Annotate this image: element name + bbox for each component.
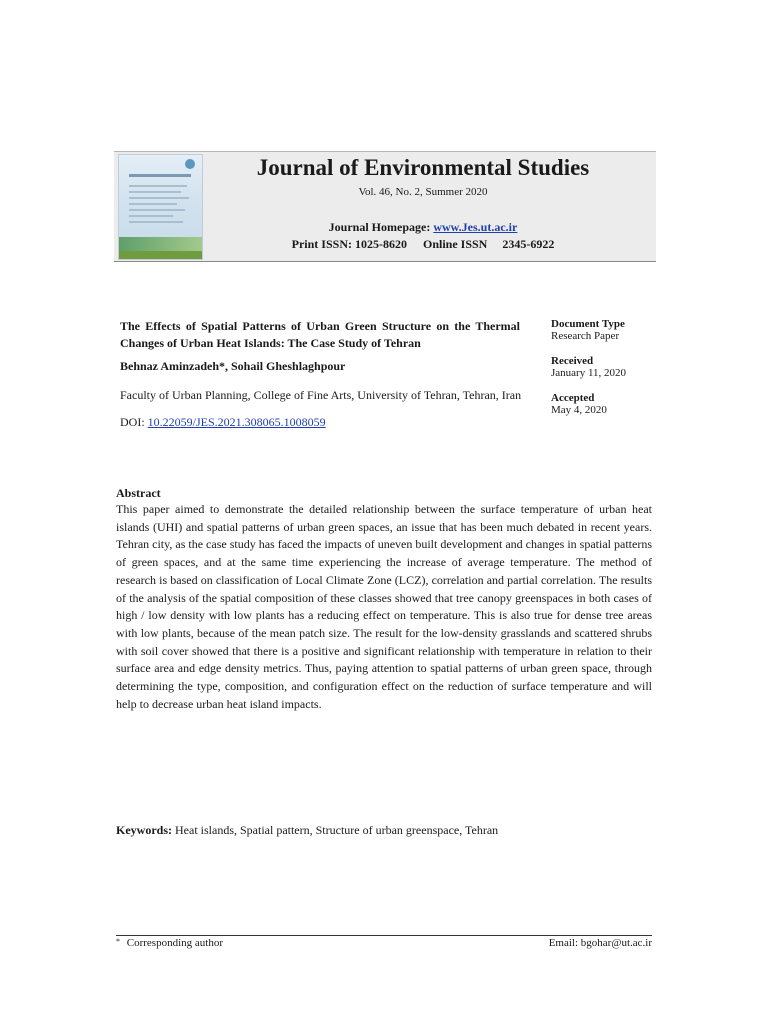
paper-title: The Effects of Spatial Patterns of Urban Green Structure on the Thermal Changes of Urban Heat Islands: The Case Study of Tehran [120,319,520,350]
paper-doi [120,415,326,430]
keywords [116,823,498,838]
homepage-link[interactable]: www.Jes.ut.ac.ir [433,220,518,234]
footnote-text: Corresponding author [126,937,223,949]
cover-text-line [129,215,173,217]
meta-accepted [551,392,661,416]
received-value: January 11, 2020 [551,367,627,379]
cover-text-line [129,203,177,205]
cover-text-line [129,185,187,187]
paper-authors: Behnaz Aminzadeh*, Sohail Gheshlaghpour [120,359,346,373]
abstract-heading: Abstract [116,486,161,500]
doi-link[interactable]: 10.22059/JES.2021.308065.1008059 [147,415,326,429]
paper-affiliation: Faculty of Urban Planning, College of Fine Arts, University of Tehran, Tehran, Iran [120,388,522,402]
cover-image-band [119,237,202,251]
abstract-body: This paper aimed to demonstrate the detailed relationship between the surface temperature of urban heat islands (UHI) and spatial patterns of urban green spaces, an issue that has been much debated in recent years. Tehran city, as the case study has faced the impacts of uneven built development and changes in spatial patterns of green spaces, and at the same time experiencing the increase of average temperature. The method of research is based on classification of Local Climate Zone (LCZ), correlation and partial correlation. The results of the analysis of the spatial composition of these classes showed that tree canopy greenspaces in both cases of high / low density with low plants has a reducing effect on temperature. This is also true for dense tree areas with low plants, because of the mean patch size. The result for the low-density grasslands and scattered shrubs with soil cover showed that there is a positive and significant relationship with temperature in relation to their surface area and edge density metrics. Thus, paying attention to spatial patterns of urban green space, through determining the type, composition, and configuration effect on the reduction of surface temperature and will help to decrease urban heat island impacts. [116,502,652,711]
cover-base-strip [119,251,202,259]
journal-volume: Vol. 46, No. 2, Summer 2020 [358,186,488,198]
meta-document-type [551,318,661,342]
cover-text-line [129,221,183,223]
document-type-value: Research Paper [551,330,620,342]
journal-homepage [204,220,642,235]
print-issn: Print ISSN: 1025-8620 [291,237,407,251]
keywords-value: Heat islands, Spatial pattern, Structure of urban greenspace, Tehran [175,823,499,837]
article-meta [551,318,661,429]
cover-title-bar [129,174,191,177]
footnote-divider [116,935,652,936]
accepted-value: May 4, 2020 [551,404,607,416]
keywords-label: Keywords: [116,823,172,837]
cover-text-line [129,191,181,193]
journal-title: Journal of Environmental Studies [256,155,590,180]
cover-logo-icon [185,159,195,169]
footnote [116,937,223,949]
corresponding-email: Email: bgohar@ut.ac.ir [548,937,652,949]
cover-text-line [129,197,189,199]
footnote-mark: * [116,937,120,946]
received-label: Received [551,355,594,367]
cover-text-line [129,209,185,211]
document-type-label: Document Type [551,318,625,330]
doi-label: DOI: [120,415,145,429]
accepted-label: Accepted [551,392,595,404]
journal-cover-thumbnail [118,154,203,260]
homepage-label: Journal Homepage: [328,220,431,234]
online-issn: Online ISSN 2345-6922 [422,237,555,251]
meta-received [551,355,661,379]
journal-issn [204,237,642,252]
